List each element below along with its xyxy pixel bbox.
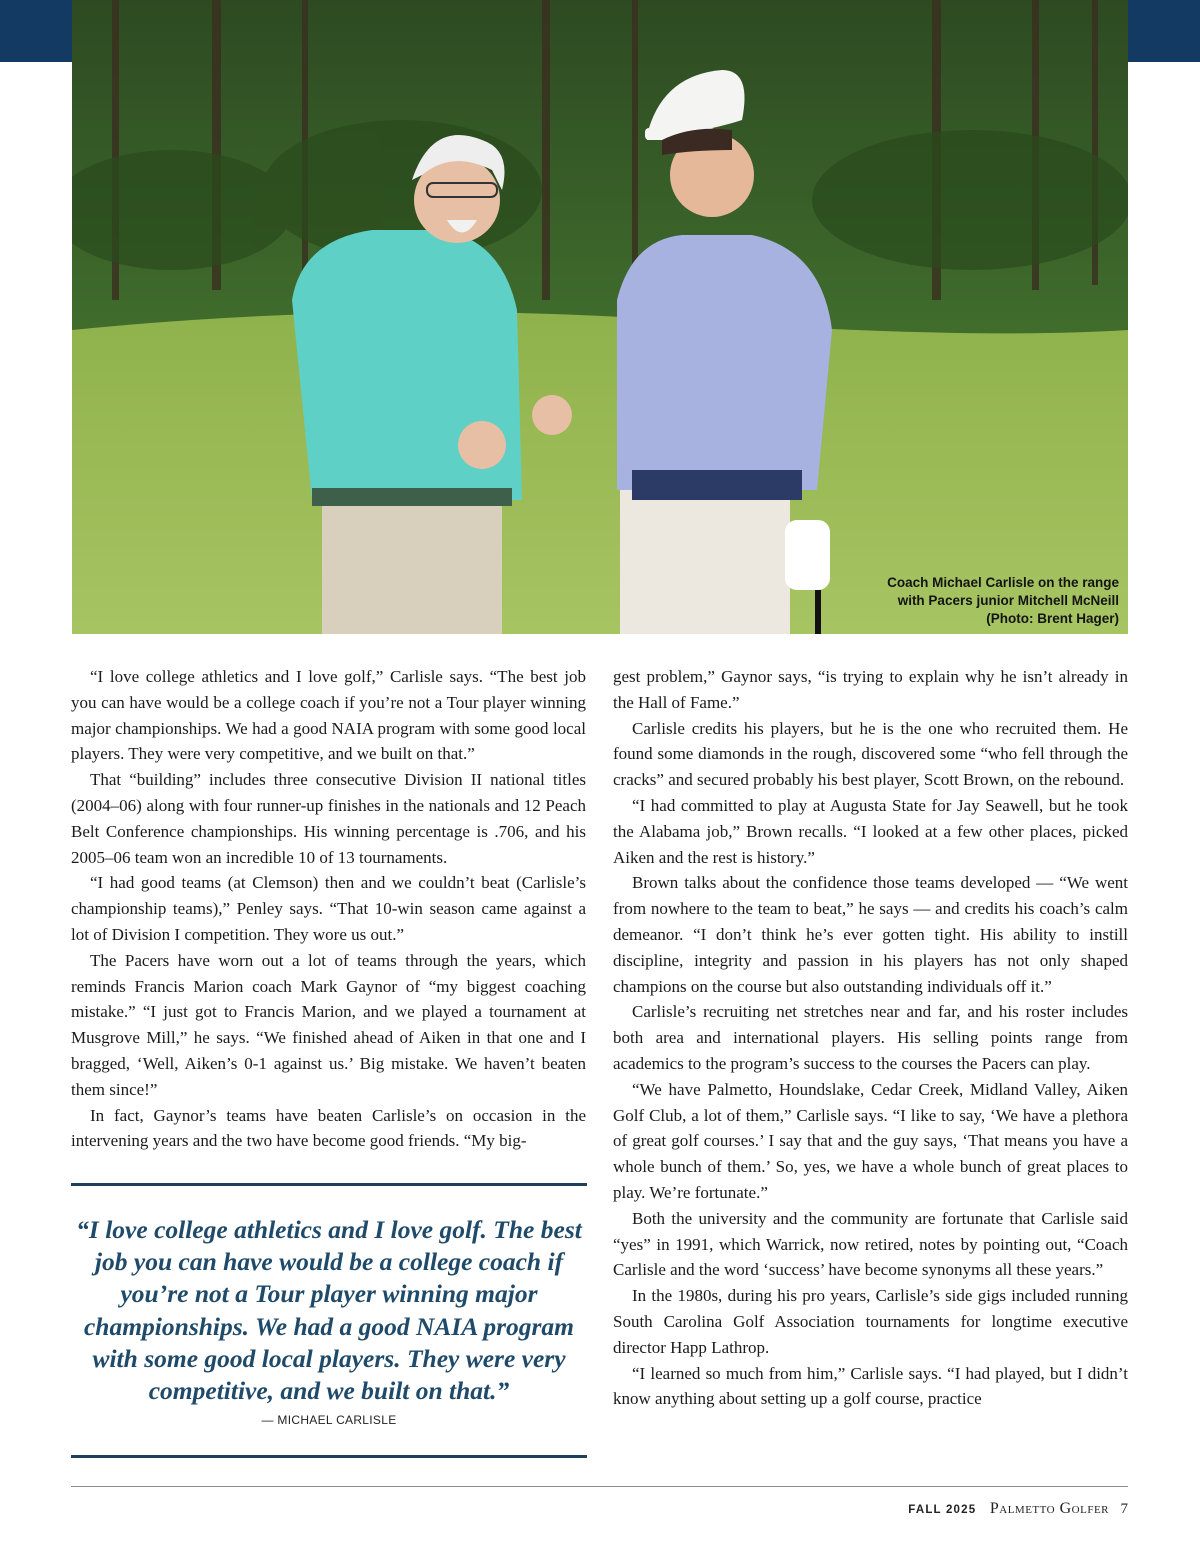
caption-line: with Pacers junior Mitchell McNeill [897, 593, 1119, 608]
page-footer [908, 1500, 1128, 1518]
article-paragraph: Carlisle credits his players, but he is the one who recruited them. He found some diamonds in the rough, discovered some “who fell through the cracks” and secured probably his best player, Scott Brown, on the rebound. [613, 718, 1128, 790]
feature-photo [72, 0, 1128, 634]
article-paragraph: Carlisle’s recruiting net stretches near and far, and his roster includes both area and international players. His selling points range from academics to the program’s success to the courses the Pacers can play. [613, 1002, 1128, 1073]
photo-illustration [72, 0, 1128, 634]
pull-quote [71, 1183, 587, 1458]
pull-quote-attribution: — MICHAEL CARLISLE [261, 1413, 397, 1428]
article-paragraph-continued: gest problem,” Gaynor says, “is trying to explain why he isn’t already in the Hall of Fame.” [613, 667, 1128, 712]
article-paragraph: “I had good teams (at Clemson) then and we couldn’t beat (Carlisle’s championship teams),” Penley says. “That 10-win season came against a lot of Division I competition. They wore us out.” [71, 873, 586, 944]
corner-accent-left [0, 0, 72, 62]
article-paragraph: Both the university and the community are fortunate that Carlisle said “yes” in 1991, which Warrick, now retired, notes by pointing out, “Coach Carlisle and the word ‘success’ have become synonyms all these years.” [613, 1208, 1128, 1280]
photo-caption [887, 574, 1119, 628]
caption-line: (Photo: Brent Hager) [986, 611, 1119, 626]
article-column-right [613, 664, 1128, 1412]
article-paragraph: “I had committed to play at Augusta State for Jay Seawell, but he took the Alabama job,” Brown recalls. “I looked at a few other places, picked Aiken and the rest is history.” [613, 795, 1128, 867]
article-paragraph: “We have Palmetto, Houndslake, Cedar Creek, Midland Valley, Aiken Golf Club, a lot of them,” Carlisle says. “I like to say, ‘We have a plethora of great golf courses.’ I say that and the guy says, ‘That means you have a whole bunch of them.’ So, yes, we have a whole bunch of great places to play. We’re fortunate.” [613, 1079, 1128, 1202]
issue-season: FALL 2025 [908, 1504, 977, 1516]
article-paragraph: In fact, Gaynor’s teams have beaten Carlisle’s on occasion in the intervening years and the two have become good friends. “My big- [71, 1105, 586, 1151]
article-paragraph: “I love college athletics and I love golf,” Carlisle says. “The best job you can have would be a college coach if you’re not a Tour player winning major championships. We had a good NAIA program with some good local players. They were very competitive, and we built on that.” [71, 667, 586, 764]
pull-quote-text: “I love college athletics and I love golf. The best job you can have would be a college coach if you’re not a Tour player winning major championships. We had a good NAIA program with some good local players. They were very competitive, and we built on that.” [76, 1215, 582, 1406]
article-column-left [71, 664, 586, 1154]
article-paragraph: In the 1980s, during his pro years, Carlisle’s side gigs included running South Carolina Golf Association tournaments for longtime executive director Happ Lathrop. [613, 1286, 1128, 1357]
page-number: 7 [1120, 1501, 1128, 1517]
caption-line: Coach Michael Carlisle on the range [887, 575, 1119, 590]
article-paragraph: That “building” includes three consecutive Division II national titles (2004–06) along with four runner-up finishes in the nationals and 12 Peach Belt Conference championships. His winning percentage is .706, and his 2005–06 team won an incredible 10 of 13 tournaments. [71, 770, 586, 867]
article-paragraph: Brown talks about the confidence those teams developed — “We went from nowhere to the team to beat,” he says — and credits his coach’s calm demeanor. “I don’t think he’s ever gotten tight. His ability to instill discipline, integrity and passion in his players has not only shaped champions on the course but also outstanding individuals off it.” [613, 873, 1128, 996]
corner-accent-right [1128, 0, 1200, 62]
article-paragraph: “I learned so much from him,” Carlisle says. “I had played, but I didn’t know anything about setting up a golf course, practice [613, 1363, 1128, 1409]
footer-divider [71, 1486, 1128, 1487]
magazine-title: Palmetto Golfer [989, 1500, 1109, 1517]
article-paragraph: The Pacers have worn out a lot of teams through the years, which reminds Francis Marion coach Mark Gaynor of “my biggest coaching mistake.” “I just got to Francis Marion, and we played a tournament at Musgrove Mill,” he says. “We finished ahead of Aiken in that one and I bragged, ‘Well, Aiken’s 0-1 against us.’ Big mistake. We haven’t beaten them since!” [71, 950, 586, 1099]
